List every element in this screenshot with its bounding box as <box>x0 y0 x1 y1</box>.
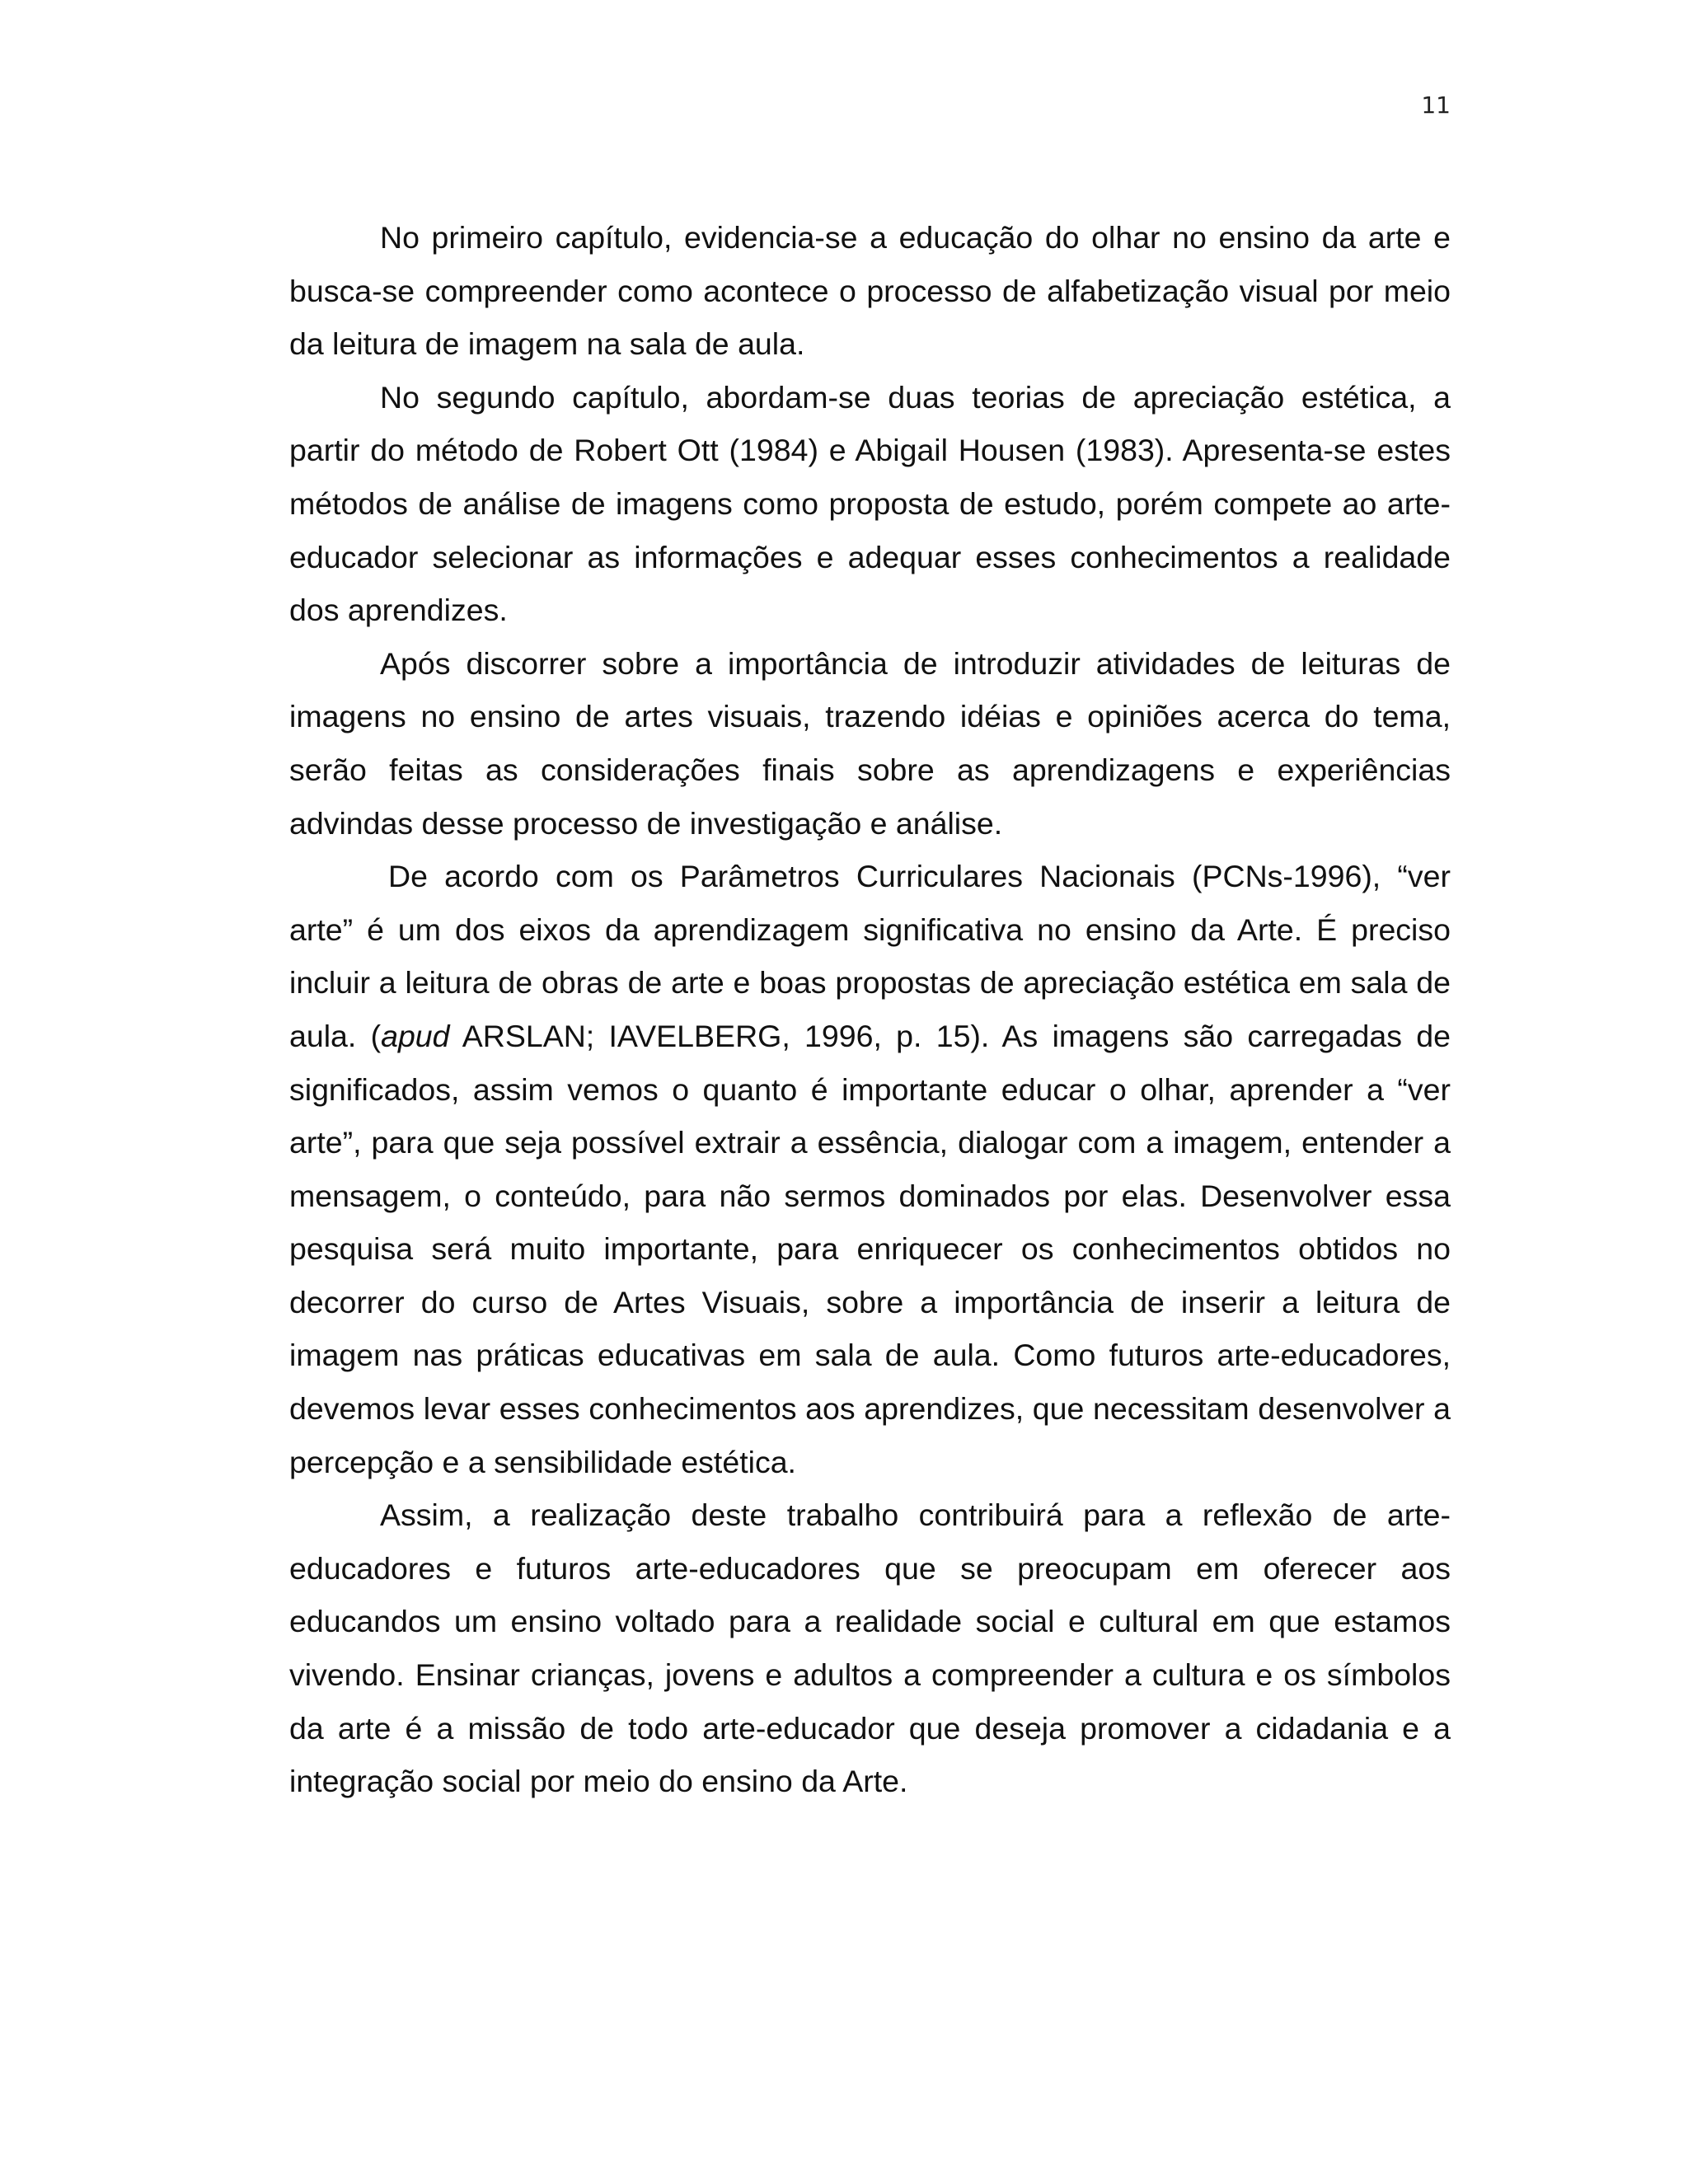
page-number: 11 <box>1421 91 1451 119</box>
citation-apud-italic: apud <box>381 1018 450 1053</box>
paragraph-conclusion: Assim, a realização deste trabalho contribuirá para a reflexão de arte-educadores e futuros arte-educadores que se preocupam em oferecer aos educandos um ensino voltado para a realidade social e cultural em que estamos vivendo. Ensinar crianças, jovens e adultos a compreender a cultura e os símbolos da arte é a missão de todo arte-educador que deseja promover a cidadania e a integração social por meio do ensino da Arte. <box>289 1497 1451 1799</box>
paragraph-pcn-text-before-citation: De acordo com os Parâmetros Curriculares Nacionais (PCNs-1996), “ver arte” é um dos eixos da aprendizagem significativa no ensino da Arte. É preciso incluir a leitura de obras de arte e boas propostas de apreciação estética em sala de aula. ( <box>289 859 1451 1053</box>
body-text <box>289 211 1451 1808</box>
paragraph-chapter-one: No primeiro capítulo, evidencia-se a educação do olhar no ensino da arte e busca-se compreender como acontece o processo de alfabetização visual por meio da leitura de imagem na sala de aula. <box>289 220 1451 362</box>
paragraph-pcn-text-after-citation: ARSLAN; IAVELBERG, 1996, p. 15). As imagens são carregadas de significados, assim vemos o quanto é importante educar o olhar, aprender a “ver arte”, para que seja possível extrair a essência, dialogar com a imagem, entender a mensagem, o conteúdo, para não sermos dominados por elas. Desenvolver essa pesquisa será muito importante, para enriquecer os conhecimentos obtidos no decorrer do curso de Artes Visuais, sobre a importância de inserir a leitura de imagem nas práticas educativas em sala de aula. Como futuros arte-educadores, devemos levar esses conhecimentos aos aprendizes, que necessitam desenvolver a percepção e a sensibilidade estética. <box>289 1018 1451 1479</box>
paragraph-final-considerations: Após discorrer sobre a importância de introduzir atividades de leituras de imagens no ensino de artes visuais, trazendo idéias e opiniões acerca do tema, serão feitas as considerações finais sobre as aprendizagens e experiências advindas desse processo de investigação e análise. <box>289 645 1451 841</box>
paragraph-pcn-citation <box>289 850 1451 1488</box>
paragraph-chapter-two: No segundo capítulo, abordam-se duas teorias de apreciação estética, a partir do método de Robert Ott (1984) e Abigail Housen (1983). Apresenta-se estes métodos de análise de imagens como proposta de estudo, porém compete ao arte-educador selecionar as informações e adequar esses conhecimentos a realidade dos aprendizes. <box>289 379 1451 628</box>
